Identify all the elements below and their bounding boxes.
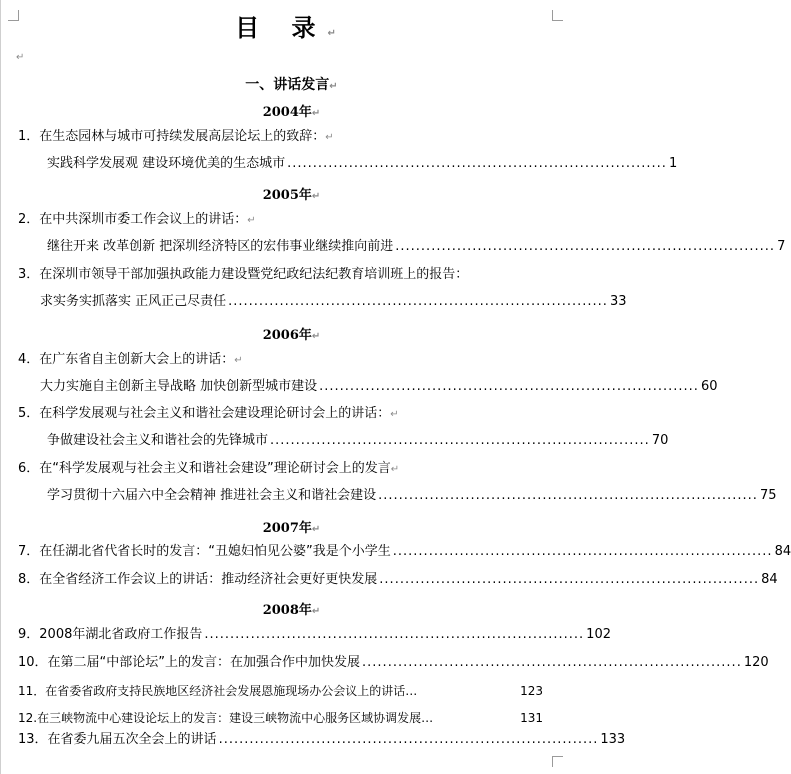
- paragraph-mark-icon: ↵: [390, 464, 400, 475]
- document-title[interactable]: [0, 8, 583, 43]
- dot-leader: ..........................................................................: [319, 379, 699, 394]
- dot-leader: ..........................................................................: [395, 239, 776, 254]
- toc-entry-11[interactable]: 11．在省委省政府支持民族地区经济社会发展恩施现场办公会议上的讲话… 123: [18, 684, 543, 698]
- page-number: 84: [774, 544, 791, 559]
- page-number: 102: [586, 627, 611, 642]
- paragraph-mark-icon: ↵: [325, 132, 334, 143]
- dot-leader: ..........................................................................: [362, 655, 742, 670]
- paragraph-mark-icon: ↵: [311, 108, 321, 119]
- paragraph-mark-icon: ↵: [329, 81, 338, 92]
- dot-leader: ..........................................................................: [379, 572, 760, 587]
- page-number: 123: [520, 684, 543, 698]
- margin-corner-bottom-right: [552, 756, 563, 767]
- page-number: 70: [651, 433, 669, 448]
- page-number: 7: [777, 239, 786, 254]
- toc-entry-6-subtitle[interactable]: 学习贯彻十六届六中全会精神 推进社会主义和谐社会建设 .......................................................................... 75: [47, 488, 777, 503]
- toc-entry-10[interactable]: 10．在第二届“中部论坛”上的发言：在加强合作中加快发展 .......................................................................... 120: [18, 655, 769, 670]
- year-heading-2005[interactable]: 2005年↵: [262, 188, 321, 203]
- paragraph-mark-icon: ↵: [311, 331, 321, 342]
- year-heading-2004[interactable]: 2004年↵: [262, 105, 321, 120]
- page-number: 75: [759, 488, 777, 503]
- page-number: 120: [743, 655, 769, 670]
- title-text: 目 录: [235, 13, 328, 42]
- paragraph-mark-icon: ↵: [234, 355, 243, 366]
- dot-leader: ..........................................................................: [228, 294, 608, 309]
- toc-entry-13[interactable]: 13．在省委九届五次全会上的讲话 .......................................................................... 133: [18, 732, 626, 747]
- dot-leader: ..........................................................................: [378, 488, 758, 503]
- year-heading-2007[interactable]: 2007年↵: [262, 521, 321, 536]
- paragraph-mark-icon: ↵: [311, 606, 321, 617]
- toc-entry-1-title[interactable]: 1．在生态园林与城市可持续发展高层论坛上的致辞：↵: [18, 129, 334, 144]
- toc-entry-2-title[interactable]: 2．在中共深圳市委工作会议上的讲话：↵: [18, 212, 256, 227]
- toc-entry-8[interactable]: 8．在全省经济工作会议上的讲话：推动经济社会更好更快发展 .......................................................................... 84: [18, 572, 778, 587]
- page-number: 60: [700, 379, 718, 394]
- toc-entry-5-subtitle[interactable]: 争做建设社会主义和谐社会的先锋城市 .......................................................................... 70: [47, 433, 669, 448]
- page-number: 133: [600, 732, 626, 747]
- year-heading-2006[interactable]: 2006年↵: [262, 328, 321, 343]
- toc-entry-3-subtitle[interactable]: 求实务实抓落实 正风正己尽责任 .......................................................................... 33: [40, 294, 627, 309]
- paragraph-mark-icon: ↵: [390, 409, 399, 420]
- paragraph-mark-icon: ↵: [327, 28, 348, 39]
- section-heading[interactable]: 一、讲话发言↵: [245, 77, 338, 93]
- toc-entry-4-subtitle[interactable]: 大力实施自主创新主导战略 加快创新型城市建设 .......................................................................... 60: [40, 379, 718, 394]
- toc-entry-5-title[interactable]: 5．在科学发展观与社会主义和谐社会建设理论研讨会上的讲话：↵: [18, 406, 399, 421]
- toc-entry-4-title[interactable]: 4．在广东省自主创新大会上的讲话：↵: [18, 352, 243, 367]
- dot-leader: ..........................................................................: [218, 732, 599, 747]
- year-heading-2008[interactable]: 2008年↵: [262, 603, 321, 618]
- toc-entry-9[interactable]: 9．2008年湖北省政府工作报告 .......................................................................... 102: [18, 627, 611, 642]
- dot-leader: ..........................................................................: [287, 156, 667, 171]
- page-number: 1: [668, 156, 678, 171]
- page-number: 84: [761, 572, 778, 587]
- toc-entry-1-subtitle[interactable]: 实践科学发展观 建设环境优美的生态城市 .......................................................................... 1: [47, 156, 678, 171]
- dot-leader: ..........................................................................: [204, 627, 585, 642]
- toc-entry-2-subtitle[interactable]: 继往开来 改革创新 把深圳经济特区的宏伟事业继续推向前进 .......................................................................... 7: [47, 239, 786, 254]
- dot-leader: ..........................................................................: [392, 544, 773, 559]
- dot-leader: ..........................................................................: [270, 433, 650, 448]
- paragraph-mark-icon: ↵: [311, 524, 321, 535]
- toc-entry-12[interactable]: 12.在三峡物流中心建设论坛上的发言：建设三峡物流中心服务区域协调发展… 131: [18, 711, 543, 725]
- paragraph-mark-icon: ↵: [247, 215, 256, 226]
- page-number: 33: [609, 294, 627, 309]
- paragraph-mark-icon: ↵: [311, 191, 321, 202]
- toc-entry-6-title[interactable]: 6．在“科学发展观与社会主义和谐社会建设”理论研讨会上的发言↵: [18, 461, 400, 476]
- empty-paragraph-mark-icon: ↵: [16, 52, 25, 63]
- page-number: 131: [520, 711, 543, 725]
- toc-entry-7[interactable]: 7．在任湖北省代省长时的发言：“丑媳妇怕见公婆”我是个小学生 .......................................................................... 84: [18, 544, 791, 559]
- toc-entry-3-title[interactable]: 3．在深圳市领导干部加强执政能力建设暨党纪政纪法纪教育培训班上的报告：: [18, 267, 469, 282]
